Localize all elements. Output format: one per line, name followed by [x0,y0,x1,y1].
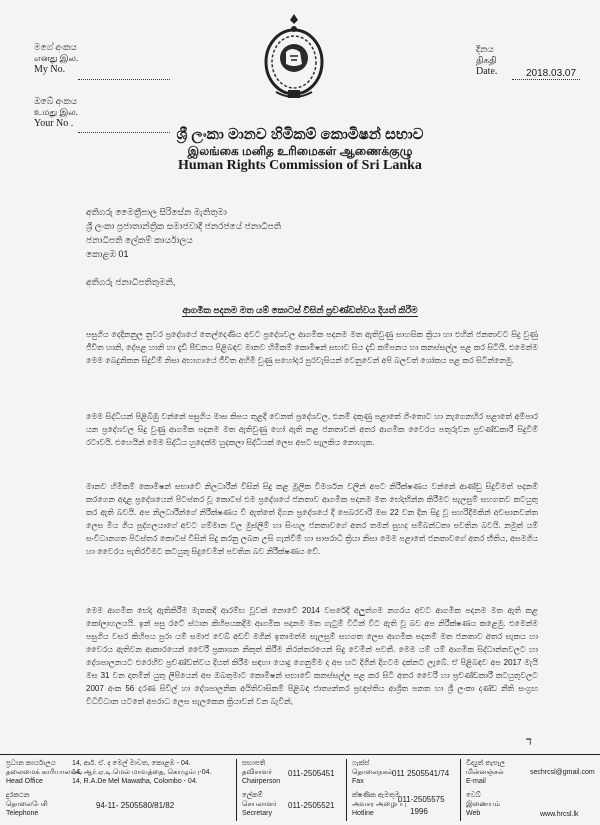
footer-divider [236,759,237,821]
hotline-short-value: 1996 [410,807,428,816]
head-office-address: 14, ආර්. ඒ. ද මෙල් මාවත, කොළඹ - 04. 14, ஆர்.ஏ.டி.மெல் மாவத்தை, கொழும்பு-04. 14, R.A.De Mel Mawatha, Colombo - 04. [72,760,212,785]
addressee-line: ශ්‍රී ලංකා ප්‍රජාතාන්ත්‍රික සමාජවාදී ජනරජයේ ජනාධිපති [86,221,282,231]
letterhead-footer [0,754,600,825]
email-label: විද්‍යුත් තැපෑල மின்னஞ்சல் E-mail [466,760,505,785]
telephone-value: 94-11- 2505580/81/82 [96,801,175,810]
footer-divider [460,759,461,821]
hotline-label: ක්ෂණික ඇමතුම அவசர அழைப்பு Hotline [352,792,407,817]
web-label: වෙබ් இணையம் Web [466,792,500,817]
date-label: දිනය திகதி Date. [476,44,498,77]
secretary-label: ලේකම් செயலாளர் Secretary [242,792,277,817]
telephone-label: දුරකථන தொலைபேசி Telephone [6,792,48,817]
addressee-line: ජනාධිපති ලේකම් කාර්යාලය [86,235,193,245]
my-no-label: මගේ අංකය எனது இல. My No. [34,42,79,75]
addressee-line: අතිගරු මෛත්‍රීපාල සිරිසේන මැතිතුමා [86,207,227,217]
date-value: 2018.03.07 [526,68,577,79]
fax-value: 011 2505541/74 [392,769,450,778]
fax-label: ෆැක්ස් தொலைநகல் Fax [352,760,393,785]
date-line [512,79,580,80]
state-emblem-icon [262,12,326,104]
addressee-block [86,205,281,261]
org-name-ta: இலங்கை மனித உரிமைகள் ஆணைக்குழு [187,144,413,158]
footer-divider [346,759,347,821]
paragraph-3: මානව හිමිකම් කොමිෂන් සභාවේ නිලධාරීන් විසින් සිදු කළ මූලික විමර්ශන වලින් අපට නිරීක්ෂණය වන්නේ ආණ්ඩු සිදුවීමත් පදනම් කරගෙන අදාළ ප්‍රදේශයෙන් පිටස්තර වූ කොටස් එම ප්‍රදේශයේ ජනතාව ආගමික පදනම මත භේදභින්න කිරීමට සැලසුම් සහගතව කටයුතු කර ඇති බවයි. අප නිලධාරීන්ගේ නිරීක්ෂණය වී ඇත්තේ දිගන ප්‍රදේශයේ දී පෙබරවාරි මස 22 වන දින සිදු වූ සහරිදීමකින් අවසානවන්ත ලෙස මිය ගිය පුද්ගලයාගේ අවට ගම්මාන වල මුස්ලිම් හා සිංහල ජනතාවගේ අතර තමන් සුහද සම්බන්ධතා පවතින බවයි. නමුත් යම් සංවිධානගත පිටස්තර කොටස් විසින් සිදු කරනු ලබන උසි ගැන්වීම් හා සාපරාධී ක්‍රියා නිසා මෙම පළාතේ ජනතාවගේ අතර භීතිය, අසමගිය හා වෛරය පැතිරවීමට කටයුතු සිදුවෙමින් පවතින බව නිරීක්ෂණය වේ. [86,482,538,556]
paragraph-4: මෙම ආගමික භේද ඇතිකිරීම මැතකදී ආරම්භ වූවක් නොවේ 2014 වසරේදී අලුත්ගම නගරය අවට ආගමික පදනම මත ඇති කළ කෝලාහලයයි. ඉන් පසු රටේ ස්ථාන කිහිපයකදීම ආගමික පදනම මත ගැටුම් විටින් විට ඇති වූ බව අප නිරීක්ෂණය කළෙමු. එමෙන්ම පසුගිය වසර කිහිපය පුරා යම් සමාජ වෙබ් අඩවි මගින් ඉතාමත්ම සැලසුම් සහගත ලෙස ආගමික පදනම් මත ජනතාව අතර සැකය හා වෛරය ඇතිවන ආකාරයෙන් වෛරී ප්‍රකාශන නිකුත් කිරීම නිරන්තරයෙන් සිදු වෙමින් පවතී. මෙම යම් යම් ආගමික සිද්ධාන්තවලට හා දේශපාලනයට එරෙහිව ප්‍රචණ්ඩත්වය දියත් කිරීම සඳහා යොදු ගෙනුම්ම ද අප හට දිගින් දිගටම දක්නට ලැබේ. ඒ පිළිබඳව අප 2017 මැයි මස 31 වන දාතමින් යුතු ලිපියෙන් අප ඔබතුමාට කොමිෂන් සභාවේ කනස්සල්ල පළ කර සිටි අතර වෛරී හා ප්‍රචණ්ඩකාරී කටයුතුවලට 2007 අංක 56 දරණ සිවිල් හා දේශපාලනික අයිතිවාසිකම් පිළිබඳ ජාත්‍යන්තර ප්‍රඥප්තිය ආශ්‍රිත පනත හා ශ්‍රී ලංකා දණ්ඩ නීති සංග්‍රහ විධිවිධාන යටතේ අපරාධ ලෙස සැලකෙන ක්‍රියාවන් වන බැවින්, [86,606,538,706]
chairperson-label: සභාපති தவிசாளர் Chairperson [242,760,281,785]
my-no-line [78,79,170,80]
addressee-line: කොළඹ 01 [86,249,129,259]
your-no-label: ඔබේ අංකය உமது இல. Your No . [34,96,78,129]
salutation: අතිගරු ජනාධිපතිතුමනි, [86,277,176,287]
secretary-value: 011-2505521 [288,801,335,810]
chairperson-value: 011-2505451 [288,769,335,778]
hotline-value: 011-2505575 [398,795,445,804]
org-name-en: Human Rights Commission of Sri Lanka [178,158,422,173]
paragraph-2: මෙම සිද්ධියන් පිළිබිඹු වන්නේ පසුගිය මාස කිපය තුළදී වෙනත් ප්‍රදේශවල, එනම් දකුණු පළාතේ ගිංතොට හා නැගෙනහිර පළාතේ අම්පාර යන ප්‍රදේශවල සිදු වුණු ආගමික පදනම මත ඇතිවුණු හෝ ඇති කළ ජනතාවන් අතර ආගමික වෛරය පතුරුවන ප්‍රචණ්ඩකාරී සිදුවීම් රටාවයි. එහෙයින් මෙම සිද්ධිය හුදෙක්ම හුදකලා සිද්ධියක් ලෙස අපට සැලකිය නොහැක. [86,412,538,447]
continuation-mark: ד [526,734,532,748]
org-name-si: ශ්‍රී ලංකා මානව හිමිකම් කොමිෂන් සභාව [176,126,424,143]
web-value: www.hrcsl.lk [540,811,579,818]
paragraph-1: පසුගිය දෙදිනනුල නුවර ප්‍රදේශයේ තෙල්දෙණිය අවට ප්‍රදේශවල ආගමික පදනම මත ඇතිවුණු සාහසික ක්‍රියා හා එහින් ජනතාවට සිදු වුණු ජීවිත හානි, දේපළ හානි හා දැඩි පීඩනය පිළිබඳව මානව හිමිකම් කොමිෂන් සභාව සිය දැඩි කම්පනය හා කනස්සල්ල පළ කර සිටියි. එමෙන්ම මෙම බෙදුනිකන සිදුවීම් නිසා අභාග්‍යයේ ජීවිත අහිමි වුණු සහෝදර පුරවැසියන් වෙනුවෙන් අපි බලවත් ශෝකය පළ කර සිටින්නෙමු. [86,330,538,365]
email-value: sechrcsl@gmail.com [530,769,595,776]
head-office-label: ප්‍රධාන කාර්යාලය தலைமைக் காரியாலயம் Head Office [6,760,82,785]
subject-line: ආගමික පදනම මත යම් කොටස් විසින් ප්‍රචණ්ඩත්වය දියත් කිරීම [182,305,418,315]
